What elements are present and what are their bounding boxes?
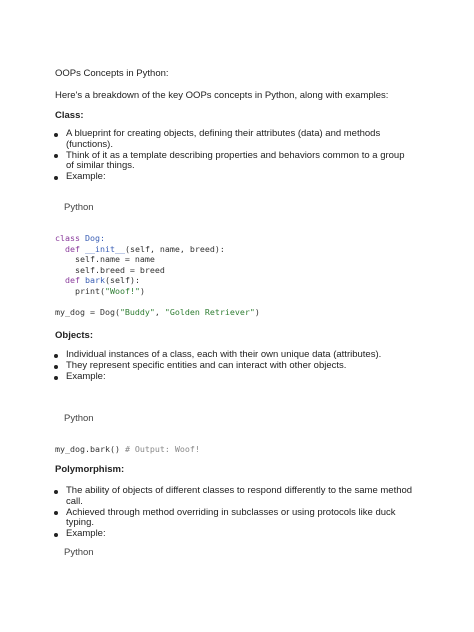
code-text: self.name = name bbox=[74, 254, 155, 264]
code-text: , bbox=[154, 306, 165, 317]
code-comment: # Output: Woof! bbox=[124, 444, 200, 454]
list-item: Individual instances of a class, each with their own unique data (attributes). bbox=[55, 350, 415, 361]
code-text: ) bbox=[139, 285, 145, 296]
list-item: Example: bbox=[55, 372, 415, 383]
list-item: Example: bbox=[55, 172, 415, 183]
code-text: ) bbox=[254, 306, 260, 317]
section-title-class: Class: bbox=[55, 110, 84, 121]
code-text: my_dog = Dog( bbox=[55, 306, 120, 317]
list-item: The ability of objects of different classes to respond differently to the same method call. bbox=[55, 486, 415, 507]
code-text: (self, name, breed): bbox=[124, 243, 225, 254]
list-item: A blueprint for creating objects, defining their attributes (data) and methods (functions). bbox=[55, 129, 415, 150]
code-keyword: def bbox=[65, 275, 80, 285]
code-string: "Buddy" bbox=[119, 306, 155, 317]
code-text: (self): bbox=[104, 275, 140, 285]
code-function-name: __init__ bbox=[80, 243, 125, 254]
code-language-label: Python bbox=[64, 547, 94, 558]
code-keyword: def bbox=[65, 243, 80, 254]
code-string: "Golden Retriever" bbox=[164, 306, 255, 317]
code-function-name: bark bbox=[80, 275, 105, 285]
code-text: self.breed = breed bbox=[74, 264, 165, 275]
doc-intro: Here's a breakdown of the key OOPs concepts in Python, along with examples: bbox=[55, 90, 389, 101]
objects-bullet-list bbox=[55, 350, 415, 383]
list-item: Achieved through method overriding in subclasses or using protocols like duck typing. bbox=[55, 508, 415, 529]
list-item: They represent specific entities and can interact with other objects. bbox=[55, 361, 415, 372]
code-keyword: class bbox=[55, 233, 80, 243]
list-item: Think of it as a template describing properties and behaviors common to a group of similar things. bbox=[55, 151, 415, 172]
list-item: Example: bbox=[55, 529, 415, 540]
section-title-objects: Objects: bbox=[55, 330, 94, 341]
code-string: "Woof!" bbox=[104, 285, 140, 296]
code-block-objects bbox=[55, 444, 200, 455]
code-language-label: Python bbox=[64, 202, 94, 213]
code-text: print( bbox=[74, 285, 105, 296]
code-language-label: Python bbox=[64, 413, 94, 424]
code-block-class bbox=[55, 233, 260, 317]
class-bullet-list bbox=[55, 129, 415, 183]
code-class-name: Dog: bbox=[79, 233, 105, 243]
polymorphism-bullet-list bbox=[55, 486, 415, 540]
code-text: my_dog.bark() bbox=[55, 444, 125, 454]
section-title-polymorphism: Polymorphism: bbox=[55, 464, 125, 475]
doc-heading: OOPs Concepts in Python: bbox=[55, 68, 169, 79]
